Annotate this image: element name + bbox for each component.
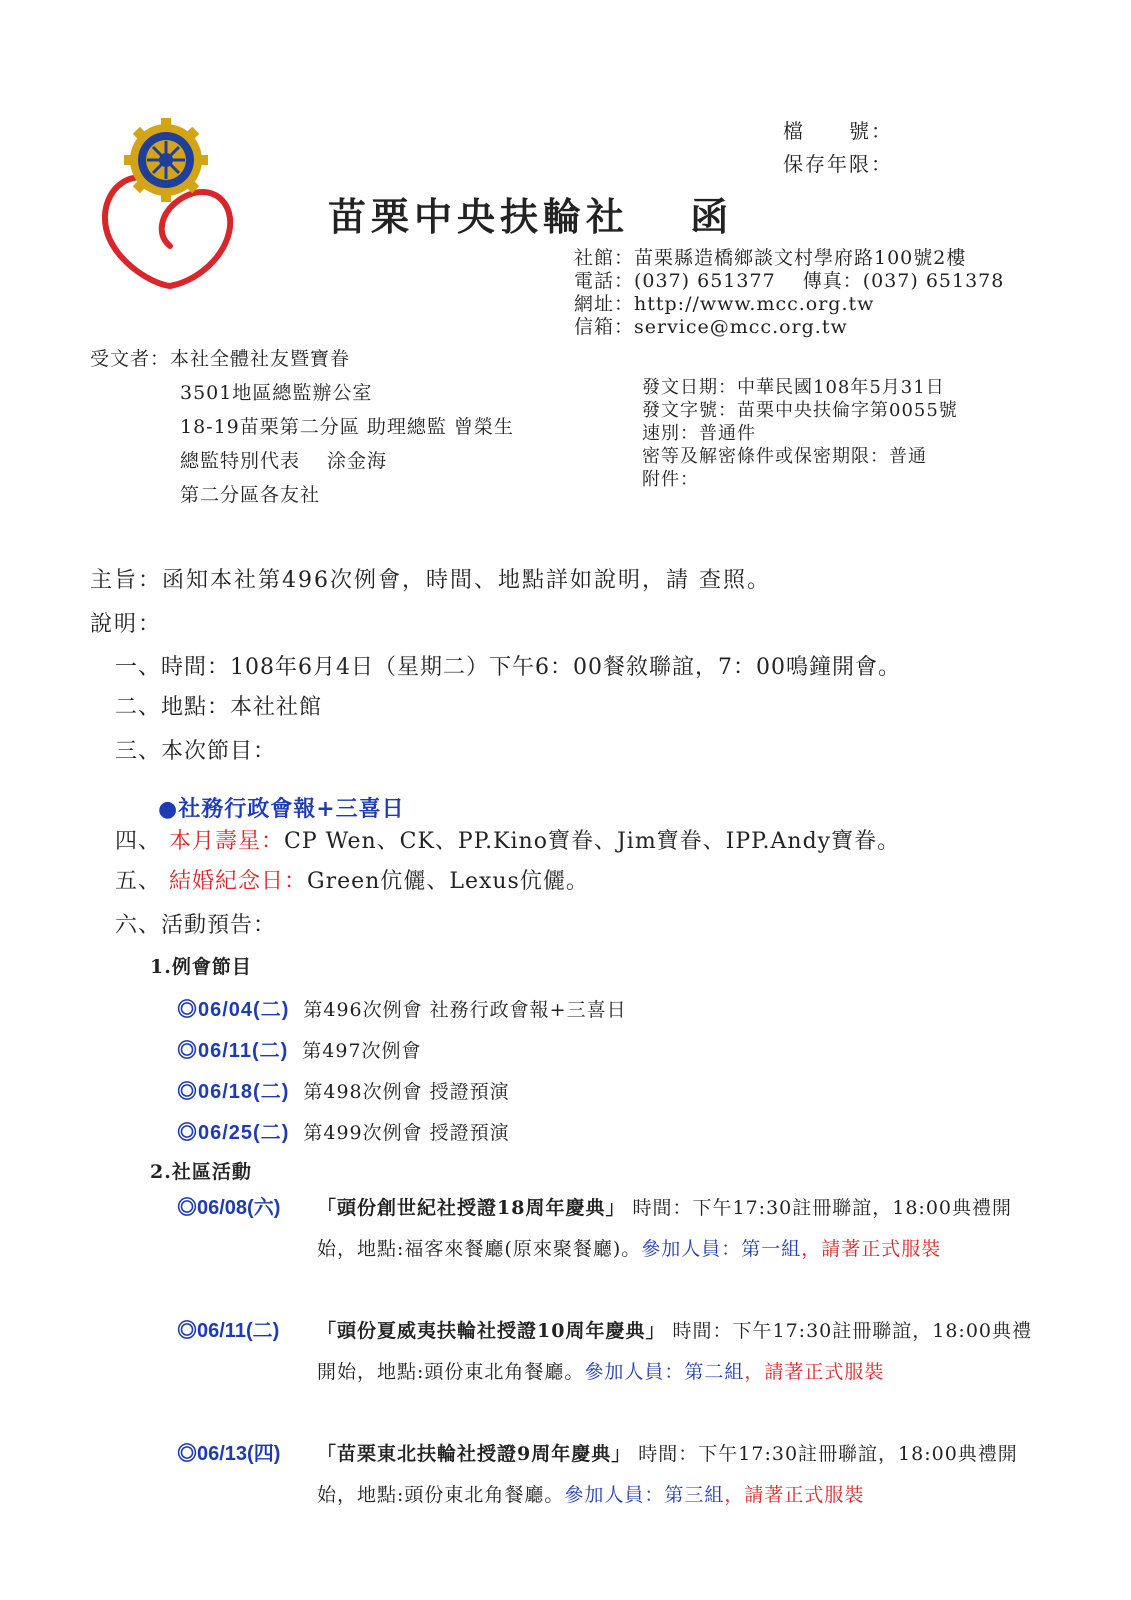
activity-entry: [177, 1311, 1032, 1393]
explain-label: 說明：: [90, 612, 163, 637]
meeting-row: [177, 1116, 510, 1145]
recipients-block: [90, 342, 514, 512]
meeting-row: [177, 1075, 510, 1104]
activity-detail: 時間：下午17:30註冊聯誼，18:00典禮開始，地點:頭份東北角餐廳。: [317, 1320, 1033, 1383]
activity-detail: 時間：下午17:30註冊聯誼，18:00典禮開始，地點:頭份東北角餐廳。: [317, 1443, 1018, 1506]
activity-date: ◎06/08(六): [177, 1197, 281, 1219]
anniversary-names: Green伉儷、Lexus伉儷。: [307, 869, 589, 894]
recipient-line: 第二分區各友社: [180, 484, 321, 506]
meetings-title: 1.例會節目: [150, 956, 252, 978]
issue-info-block: [642, 376, 958, 491]
phone-fax: 電話：(037) 651377 傳真：(037) 651378: [574, 270, 1005, 292]
activity-event: 「頭份創世紀社授證18周年慶典」: [317, 1197, 626, 1219]
meeting-date: ◎06/25(二): [177, 1122, 290, 1144]
activity-attendees: 參加人員：第三組: [564, 1484, 725, 1506]
activity-detail: 時間：下午17:30註冊聯誼，18:00典禮開始，地點:福客來餐廳(原來聚餐廳)。: [317, 1197, 1013, 1260]
item-anniversary: [115, 864, 589, 895]
activity-event: 「頭份夏威夷扶輪社授證10周年慶典」: [317, 1320, 666, 1342]
item-birthdays: [115, 824, 900, 855]
issue-line: 發文字號：苗栗中央扶倫字第0055號: [642, 400, 958, 421]
activity-attendees: 參加人員：第二組: [584, 1361, 745, 1383]
retention-label: 保存年限：: [783, 152, 893, 176]
address: 社館：苗栗縣造橋鄉談文村學府路100號2樓: [574, 247, 967, 269]
recipient-line: 受文者：本社全體社友暨寶眷: [90, 348, 351, 370]
birthday-names: CP Wen、CK、PP.Kino寶眷、Jim寶眷、IPP.Andy寶眷。: [284, 829, 901, 854]
item-program-label: 三、本次節目：: [115, 739, 277, 764]
item-activities-label: 六、活動預告：: [115, 913, 277, 938]
item-place: 二、地點：本社社館: [115, 695, 323, 720]
issue-line: 速別：普通件: [642, 423, 756, 444]
recipient-line: 18-19苗栗第二分區 助理總監 曾榮生: [180, 416, 514, 438]
anniversary-label: 結婚紀念日：: [169, 869, 308, 894]
meeting-row: [177, 1034, 422, 1063]
activity-event: 「苗栗東北扶輪社授證9周年慶典」: [317, 1443, 632, 1465]
community-title: 2.社區活動: [150, 1161, 252, 1183]
activity-attendees: 參加人員：第一組: [641, 1238, 802, 1260]
meeting-desc: 第498次例會 授證預演: [303, 1081, 510, 1103]
meeting-desc: 第496次例會 社務行政會報+三喜日: [303, 999, 627, 1021]
activity-dress: ，請著正式服裝: [801, 1238, 942, 1260]
meeting-desc: 第499次例會 授證預演: [303, 1122, 510, 1144]
anniversary-prefix: 五、: [115, 869, 162, 894]
issue-line: 發文日期：中華民國108年5月31日: [642, 377, 945, 398]
meeting-desc: 第497次例會: [302, 1040, 422, 1062]
meeting-date: ◎06/04(二): [177, 999, 290, 1021]
rotary-wheel-icon: [98, 118, 238, 293]
birthday-prefix: 四、: [115, 829, 162, 854]
email: 信箱：service@mcc.org.tw: [574, 316, 848, 338]
activity-dress: ，請著正式服裝: [724, 1484, 865, 1506]
birthday-label: 本月壽星：: [169, 829, 285, 854]
file-number-label: 檔 號：: [783, 119, 893, 143]
issue-line: 密等及解密條件或保密期限：普通: [642, 446, 927, 467]
rotary-heart-logo: [98, 118, 238, 297]
activity-entry: [177, 1434, 1032, 1516]
recipient-line: 3501地區總監辦公室: [180, 382, 373, 404]
document-title: 苗栗中央扶輪社 函: [328, 194, 734, 239]
contact-info: [574, 247, 1004, 339]
activity-entry: [177, 1188, 1032, 1270]
file-info: [783, 115, 893, 181]
recipient-line: 總監特別代表 涂金海: [180, 450, 388, 472]
meeting-date: ◎06/18(二): [177, 1081, 290, 1103]
activity-body: [177, 1434, 1032, 1516]
activity-body: [177, 1188, 1032, 1270]
meeting-row: [177, 993, 627, 1022]
website: 網址：http://www.mcc.org.tw: [574, 293, 875, 315]
program-title: ●社務行政會報+三喜日: [158, 796, 405, 822]
item-time: 一、時間：108年6月4日（星期二）下午6：00餐敘聯誼，7：00鳴鐘開會。: [115, 655, 901, 680]
activity-date: ◎06/11(二): [177, 1320, 280, 1342]
subject-line: 主旨：函知本社第496次例會，時間、地點詳如說明，請 查照。: [90, 568, 771, 593]
issue-line: 附件：: [642, 469, 699, 490]
activity-body: [177, 1311, 1032, 1393]
meeting-date: ◎06/11(二): [177, 1040, 289, 1062]
activity-date: ◎06/13(四): [177, 1443, 281, 1465]
activity-dress: ，請著正式服裝: [744, 1361, 885, 1383]
